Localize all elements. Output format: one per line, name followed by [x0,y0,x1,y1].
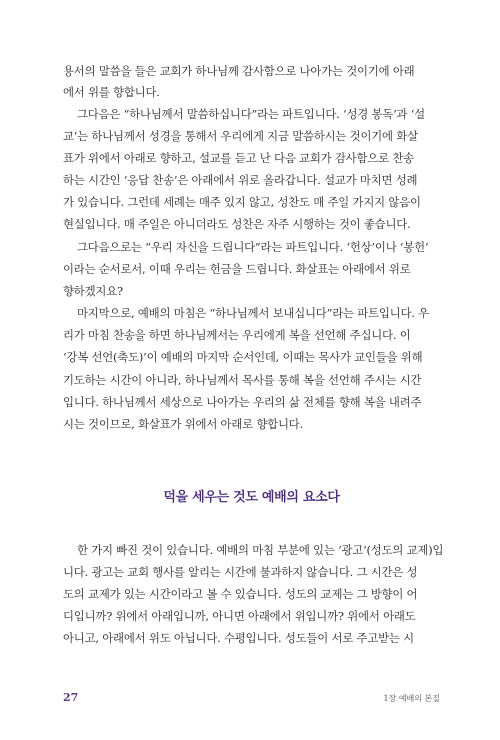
body-line: 가 있습니다. 그런데 세례는 매주 있지 않고, 성찬도 매 주일 가지지 않음이 [63,195,421,209]
body-line: 에서 위를 향합니다. [63,85,160,99]
body-line: 도의 교제가 있는 시간이라고 볼 수 있습니다. 성도의 교제는 그 방향이 어 [63,587,418,601]
body-line: 현실입니다. 매 주일은 아니더라도 성찬은 자주 시행하는 것이 좋습니다. [63,217,411,231]
body-line: 표가 위에서 아래로 향하고, 설교를 듣고 난 다음 교회가 감사함으로 찬송 [63,151,414,165]
body-line: 이라는 순서로서, 이때 우리는 헌금을 드립니다. 화살표는 아래에서 위로 [63,262,411,276]
body-line: 향하겠지요? [63,284,123,298]
body-line: 그다음으로는 “우리 자신을 드립니다”라는 파트입니다. ‘헌상’이나 ‘봉헌’ [77,240,429,254]
running-title: 1장 예배의 본질 [383,694,440,703]
section-heading: 덕을 세우는 것도 예배의 요소다 [163,490,340,505]
body-line: 디입니까? 위에서 아래입니까, 아니면 아래에서 위입니까? 위에서 아래도 [63,609,416,623]
body-line: 마지막으로, 예배의 마침은 “하나님께서 보내십니다”라는 파트입니다. 우 [77,306,429,320]
body-line: 아니고, 아래에서 위도 아닙니다. 수평입니다. 성도들이 서로 주고받는 시 [63,631,414,645]
body-line: 니다. 광고는 교회 행사를 알리는 시간에 불과하지 않습니다. 그 시간은 성 [63,565,418,579]
body-line: 그다음은 “하나님께서 말씀하십니다”라는 파트입니다. ‘성경 봉독’과 ‘설 [77,107,425,121]
body-line: 교’는 하나님께서 성경을 통해서 우리에게 지금 말씀하시는 것이기에 화살 [63,129,418,143]
body-line: 시는 것이므로, 화살표가 위에서 아래로 향합니다. [63,417,304,431]
body-line: 입니다. 하나님께서 세상으로 나아가는 우리의 삶 전체를 향해 복을 내려주 [63,395,422,409]
body-line: 용서의 말씀을 들은 교회가 하나님께 감사함으로 나아가는 것이기에 아래 [63,64,415,78]
page-number: 27 [63,691,79,704]
body-line: 리가 마침 찬송을 하면 하나님께서는 우리에게 복을 선언해 주십니다. 이 [63,328,411,342]
body-line: 한 가지 빠진 것이 있습니다. 예배의 마침 부분에 있는 ‘광고’(성도의 교제)입 [77,543,444,557]
body-line: ‘강복 선언(축도)’이 예배의 마지막 순서인데, 이때는 목사가 교인들을 위해 [63,350,423,364]
body-line: 하는 시간인 ‘응답 찬송’은 아래에서 위로 올라갑니다. 설교가 마치면 성례 [63,173,418,187]
body-line: 기도하는 시간이 아니라, 하나님께서 목사를 통해 복을 선언해 주시는 시간 [63,373,422,387]
